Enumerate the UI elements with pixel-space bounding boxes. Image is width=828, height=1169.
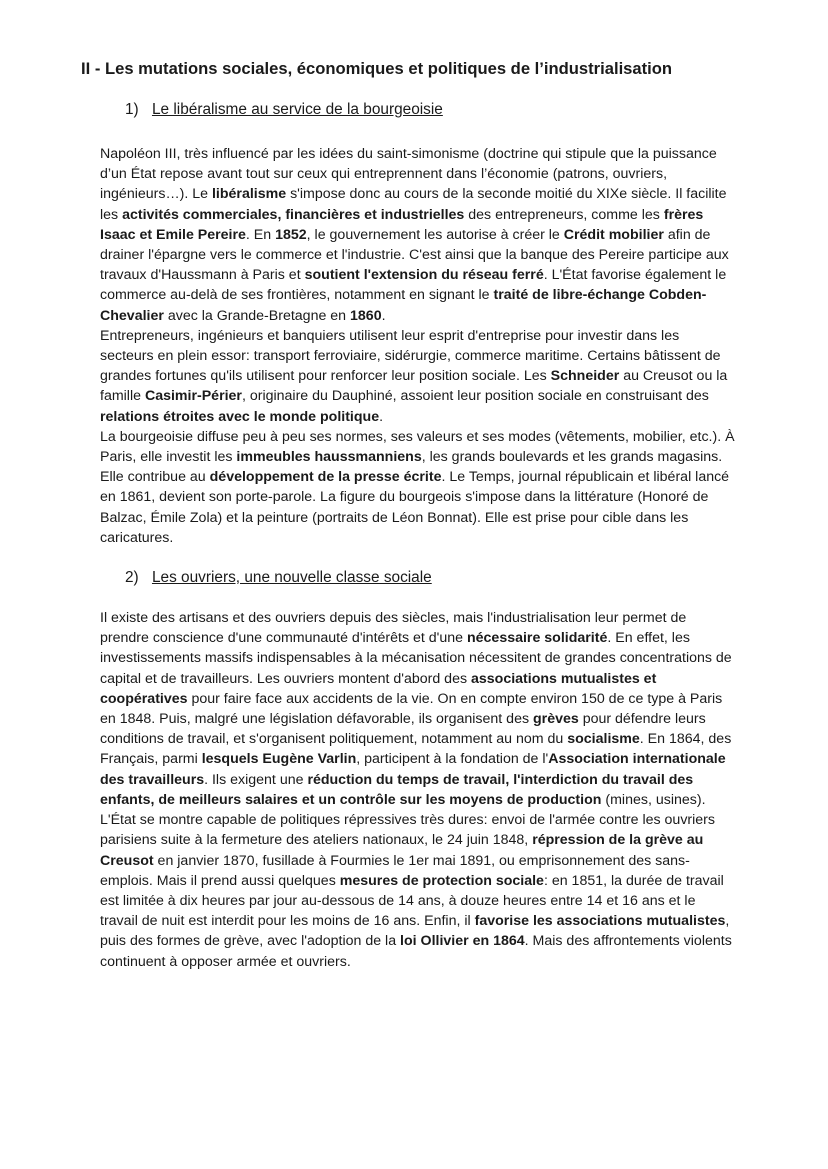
bold-text-run: immeubles haussmanniens — [236, 449, 422, 466]
text-run: au Creusot ou la famille — [100, 368, 728, 405]
bold-text-run: loi Ollivier en 1864 — [400, 933, 525, 950]
text-run: pour défendre leurs conditions de travail, et s'organisent politiquement, notamment au nom du — [100, 711, 706, 748]
text-run: . L'État favorise également le commerce au-delà de ses frontières, notamment en signant le — [100, 267, 727, 304]
text-run: s'impose donc au cours de la seconde moitié du XIXe siècle. Il facilite les — [100, 186, 727, 223]
bold-text-run: Association internationale des travailleurs — [100, 751, 726, 788]
bold-text-run: développement de la presse écrite — [209, 469, 442, 486]
text-run: La bourgeoisie diffuse peu à peu ses normes, ses valeurs et ses modes (vêtements, mobilier, etc.). À Paris, elle investit les — [100, 428, 735, 466]
section2-title: Les ouvriers, une nouvelle classe sociale — [151, 569, 432, 587]
bold-text-run: Crédit mobilier — [563, 226, 664, 243]
section2-heading — [125, 568, 736, 588]
text-run: afin de drainer l'épargne vers le commerce et l'industrie. C'est ainsi que la banque des Pereire participe aux travaux d'Haussmann à Paris et — [100, 226, 729, 284]
bold-text-run: favorise les associations mutualistes — [474, 913, 726, 930]
bold-text-run: réduction du temps de travail, l'interdiction du travail des enfants, de meilleurs salaires et un contrôle sur les moyens de production — [100, 771, 694, 808]
bold-text-run: mesures de protection sociale — [339, 872, 544, 889]
text-run: avec la Grande-Bretagne en — [163, 307, 351, 324]
section2-paragraph-2 — [100, 810, 736, 972]
section2-number: 2) — [125, 569, 139, 587]
section1-paragraph-1 — [100, 144, 736, 326]
bold-text-run: activités commerciales, financières et industrielles — [122, 206, 465, 223]
bold-text-run: répression de la grève au Creusot — [100, 832, 704, 869]
main-title: II - Les mutations sociales, économiques et politiques de l’industrialisation — [81, 59, 673, 78]
bold-text-run: socialisme — [567, 731, 640, 748]
section1-paragraph-3 — [100, 427, 736, 548]
bold-text-run: 1852 — [275, 226, 307, 243]
text-run: L'État se montre capable de politiques répressives très dures: envoi de l'armée contre les ouvriers parisiens suite à la fermeture des ateliers nationaux, le 24 juin 1848, — [100, 812, 716, 849]
text-run: des entrepreneurs, comme les — [464, 206, 664, 223]
bold-text-run: frères Isaac et Emile Pereire — [100, 206, 704, 243]
section1-number: 1) — [125, 101, 139, 118]
text-run: , participent à la fondation de l' — [356, 751, 549, 768]
text-run: . — [379, 408, 384, 425]
section1-title: Le libéralisme au service de la bourgeoisie — [151, 101, 443, 118]
text-run: , puis des formes de grève, avec l'adoption de la — [100, 913, 730, 950]
bold-text-run: relations étroites avec le monde politique — [100, 408, 380, 425]
text-run: . Mais des affrontements violents continuent à opposer armée et ouvriers. — [100, 933, 732, 970]
section2-paragraph-1 — [100, 608, 736, 810]
bold-text-run: grèves — [533, 711, 579, 728]
text-run: . Le Temps, journal républicain et libéral lancé en 1861, devient son porte-parole. La figure du bourgeois s'impose dans la littérature (Honoré de Balzac, Émile Zola) et la peinture (portraits de Léon Bonnat). Elle est prise pour cible dans les caricatures. — [100, 469, 730, 546]
text-run: , originaire du Dauphiné, assoient leur position sociale en construisant des — [241, 388, 709, 405]
text-run: . En effet, les investissements massifs indispensables à la mécanisation nécessitent de grandes concentrations de capital et de travailleurs. Les ouvriers montent d'abord des — [100, 630, 732, 687]
bold-text-run: libéralisme — [211, 186, 287, 203]
text-run: . — [381, 307, 386, 324]
section1-paragraph-2 — [100, 326, 736, 427]
text-run: en janvier 1870, fusillade à Fourmies le 1er mai 1891, ou emprisonnement des sans-emplois. Mais il prend aussi quelques — [100, 852, 690, 889]
text-run: Il existe des artisans et des ouvriers depuis des siècles, mais l'industrialisation leur permet de prendre conscience d'une communauté d'intérêts et d'une — [100, 610, 687, 647]
bold-text-run: 1860 — [350, 307, 382, 324]
text-run: , le gouvernement les autorise à créer le — [306, 226, 564, 243]
section2-body — [100, 608, 736, 972]
bold-text-run: lesquels Eugène Varlin — [201, 751, 357, 768]
text-run: Napoléon III, très influencé par les idées du saint-simonisme (doctrine qui stipule que la puissance d’un État repose avant tout sur ceux qui entreprennent dans l’économie (patrons, ouvriers, ingénieurs…). Le — [100, 146, 717, 203]
text-run: pour faire face aux accidents de la vie. On en compte environ 150 de ce type à Paris en 1848. Puis, malgré une législation défavorable, ils organisent des — [100, 690, 723, 728]
text-run: , les grands boulevards et les grands magasins. Elle contribue au — [100, 449, 723, 486]
bold-text-run: traité de libre-échange Cobden-Chevalier — [100, 287, 707, 324]
section1-heading — [125, 100, 736, 120]
section1-body — [100, 144, 736, 548]
text-run: (mines, usines). — [601, 791, 706, 808]
text-run: Entrepreneurs, ingénieurs et banquiers utilisent leur esprit d'entreprise pour investir dans les secteurs en plein essor: transport ferroviaire, sidérurgie, commerce maritime. Certains bâtissent de grandes fortunes qu'ils utilisent pour renforcer leur position sociale. Les — [100, 327, 721, 385]
bold-text-run: Schneider — [550, 368, 620, 385]
text-run: . Ils exigent une — [204, 771, 308, 788]
text-run: : en 1851, la durée de travail est limitée à dix heures par jour au-dessous de 14 ans, à douze heures entre 14 et 16 ans et le travail de nuit est interdit pour les moins de 16 ans. Enfin, il — [100, 872, 724, 930]
text-run: . En 1864, des Français, parmi — [100, 731, 732, 768]
bold-text-run: associations mutualistes et coopératives — [100, 670, 657, 707]
text-run: . En — [245, 226, 276, 243]
bold-text-run: soutient l'extension du réseau ferré — [304, 267, 544, 284]
bold-text-run: nécessaire solidarité — [466, 630, 608, 647]
bold-text-run: Casimir-Périer — [144, 388, 242, 405]
